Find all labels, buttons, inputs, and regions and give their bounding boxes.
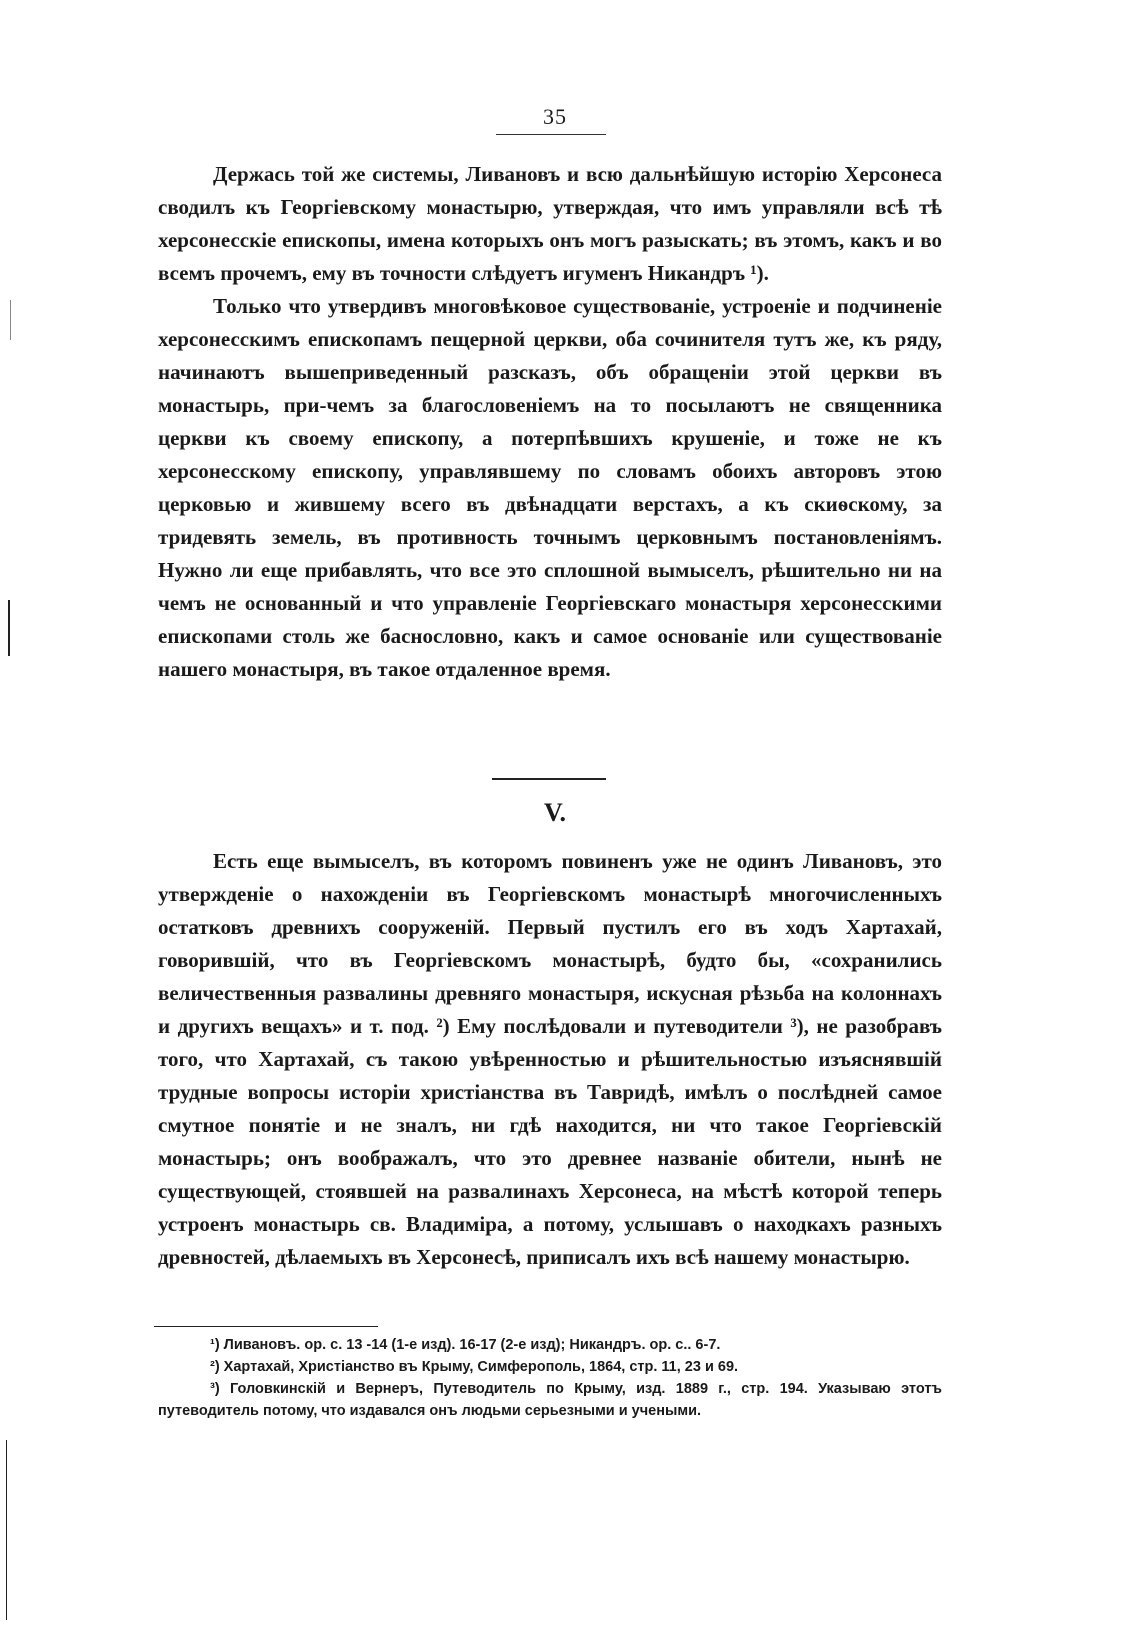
footnote-rule xyxy=(154,1326,378,1327)
section-b-body xyxy=(158,845,942,1274)
footnote: ¹) Ливановъ. ор. с. 13 -14 (1-е изд). 16-17 (2-е изд); Никандръ. ор. с.. 6-7. xyxy=(210,1337,721,1353)
paragraph: Держась той же системы, Ливановъ и всю дальнѣйшую исторію Херсонеса сводилъ къ Георгіевскому монастырю, утверждая, что имъ управляли всѣ тѣ херсонесскіе епископы, имена которыхъ онъ могъ разыскать; въ этомъ, какъ и во всемъ прочемъ, ему въ точности слѣдуетъ игуменъ Никандръ ¹). xyxy=(158,162,942,285)
scan-margin-mark xyxy=(8,600,10,656)
section-heading: V. xyxy=(544,798,566,827)
footnotes xyxy=(158,1334,942,1422)
footnote: ²) Хартахай, Христіанство въ Крыму, Симферополь, 1864, стр. 11, 23 и 69. xyxy=(210,1359,739,1375)
section-a-body xyxy=(158,158,942,686)
page-number-rule xyxy=(496,134,606,135)
footnote: ³) Головкинскій и Вернеръ, Путеводитель по Крыму, изд. 1889 г., стр. 194. Указываю этотъ путеводитель потому, что издавался онъ людьми серьезными и учеными. xyxy=(158,1381,942,1419)
page-number: 35 xyxy=(543,104,567,129)
paragraph: Есть еще вымыселъ, въ которомъ повиненъ уже не одинъ Ливановъ, это утвержденіе о нахожденіи въ Георгіевскомъ монастырѣ многочисленныхъ остатковъ древнихъ сооруженій. Первый пустилъ его въ ходъ Хартахай, говорившій, что въ Георгіевскомъ монастырѣ, будто бы, «сохранились величественныя развалины древняго монастыря, искусная рѣзьба на колоннахъ и другихъ вещахъ» и т. под. ²) Ему послѣдовали и путеводители ³), не разобравъ того, что Хартахай, съ такою увѣренностью и рѣшительностью изъяснявшій трудные вопросы исторіи христіанства въ Тавридѣ, имѣлъ о послѣдней самое смутное понятіе и не зналъ, ни гдѣ находится, ни что такое Георгіевскій монастырь; онъ воображалъ, что это древнее названіе обители, нынѣ не существующей, стоявшей на развалинахъ Херсонеса, на мѣстѣ которой теперь устроенъ монастырь св. Владиміра, а потому, услышавъ о находкахъ разныхъ древностей, дѣлаемыхъ въ Херсонесѣ, приписалъ ихъ всѣ нашему монастырю. xyxy=(158,849,942,1269)
paragraph: Только что утвердивъ многовѣковое существованіе, устроеніе и подчиненіе херсонесскимъ епископамъ пещерной церкви, оба сочинителя тутъ же, къ ряду, начинаютъ вышеприведенный разсказъ, объ обращеніи этой церкви въ монастырь, при-чемъ за благословеніемъ на то посылаютъ не священника церкви къ своему епископу, а потерпѣвшихъ крушеніе, и тоже не къ херсонесскому епископу, управлявшему по словамъ обоихъ авторовъ этою церковью и жившему всего въ двѣнадцати верстахъ, а къ скиѳскому, за тридевять земель, въ противность точнымъ церковнымъ постановленіямъ. Нужно ли еще прибавлять, что все это сплошной вымыселъ, рѣшительно ни на чемъ не основанный и что управленіе Георгіевскаго монастыря херсонесскими епископами столь же баснословно, какъ и самое основаніе или существованіе нашего монастыря, въ такое отдаленное время. xyxy=(158,294,942,681)
scan-margin-mark xyxy=(10,300,11,340)
scan-margin-mark xyxy=(6,1440,7,1620)
section-divider xyxy=(492,778,606,780)
